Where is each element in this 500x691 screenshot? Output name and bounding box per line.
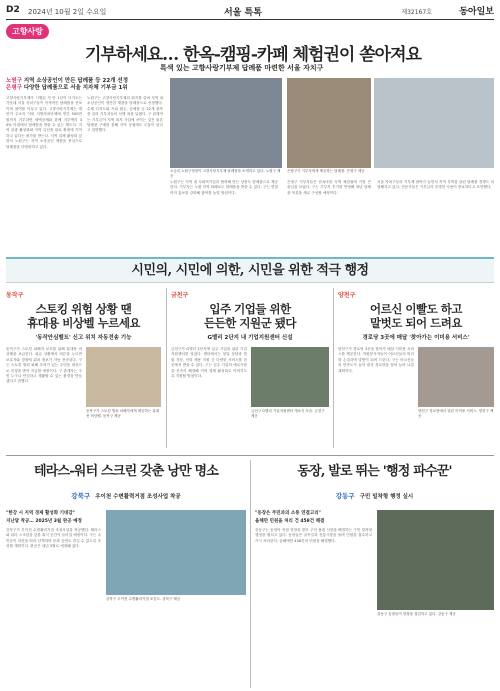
article-subtitle: 경로당 3곳에 매달 '찾아가는 이미용 서비스' (362, 335, 470, 341)
blurb-text: 지역 소상공인이 만든 답례품 등 22개 선정 (21, 78, 129, 84)
page-header (6, 4, 494, 20)
blurb-region: 은평구 (6, 85, 22, 92)
photo-business-center (251, 347, 329, 407)
article-title: 동장, 발로 뛰는 '행정 파수꾼' (297, 464, 452, 479)
photo-caption: 동작구가 스토킹 범죄 피해자에게 제공하는 휴대용 비상벨. 동작구 제공 (86, 409, 160, 418)
pull-quote: 지난달 착공… 2025년 3월 완공 예정 (6, 519, 82, 524)
district-label: 동작구 (6, 292, 24, 299)
photo-safety-bell (86, 347, 161, 407)
main-subhead: 특색 있는 고향사랑기부제 답례품 마련한 서울 자치구 (160, 64, 324, 72)
article-body: 강동구는 동장이 직접 현장을 찾아 주민 불편 사항을 해결하는 구민 밀착형 행정을 펼치고 있다. 동장들은 골목길과 전통시장을 돌며 민원을 접수하고 즉시 처리한다. 올해에만 458건의 민원을 해결했다. (255, 528, 372, 543)
article-title: 입주 기업들 위한 (209, 302, 291, 316)
article-subtitle: '동작안심벨트' 신고 위치 자동전송 기능 (35, 335, 132, 341)
article-subtitle: 구민 밀착형 행정 실시 (359, 494, 414, 500)
photo-caption: 강동구 동장들이 현장을 점검하고 있다. 강동구 제공 (377, 612, 456, 616)
article-body: 양천구가 경로당 3곳을 찾아가 매달 이미용 서비스를 제공한다. 자원봉사자들이 어르신들의 머리를 손질하며 말벗이 되어 드린다. 구는 어르신들의 만족도가 높아 대상 경로당을 점차 늘려 나갈 계획이다. (338, 347, 414, 373)
article-gangdong (255, 460, 494, 688)
article-gangbuk (6, 460, 246, 688)
article-body: 동작구가 스토킹 피해자 보호를 위해 휴대용 비상벨을 보급한다. 위급 상황에서 버튼을 누르면 보호자와 경찰에 위치 정보가 자동 전송된다. 구는 스토킹 범죄 피해 우려가 있는 주민을 대상으로 신청을 받아 지급할 예정이다. 구 관계자는 주민 누구나 안심하고 생활할 수 있는 환경을 만들겠다고 말했다. (6, 347, 82, 384)
district-label: 강북구 (71, 492, 91, 500)
article-subtitle: 우이천 수변활력거점 조성사업 착공 (95, 494, 181, 500)
district-label: 금천구 (171, 292, 189, 299)
page-number: D2 (6, 5, 20, 15)
photo-gift-products (374, 78, 494, 168)
article-column: 노원구는 지역 내 사회적기업과 협력해 만든 상품도 답례품으로 제공한다. 기부자는 노원 지역 화폐로도 답례품을 받을 수 있다. 구는 연말까지 홍보를 강화해 참여를 늘릴 방침이다. (170, 180, 278, 195)
issue-date: 2024년 10월 2일 수요일 (28, 8, 107, 16)
photo-caption: 강북구 우이천 수변활력거점 조감도. 강북구 제공 (106, 597, 181, 601)
article-title: 말벗도 되어 드려요 (370, 316, 462, 330)
article-subtitle: G밸리 2단지 내 기업지원센터 신설 (207, 335, 293, 341)
article-column: 은평구 기부자들은 한옥마을 숙박 체험권에 가장 큰 관심을 보였다. 구는 기부자 후기를 반영해 내년 답례품 목록을 새로 구성할 예정이다. (287, 180, 371, 195)
column-divider (250, 460, 251, 688)
pull-quote: "한강 시 지역 경제 활성화 기대감" (6, 511, 76, 516)
issue-number: 제32167호 (401, 9, 432, 16)
article-title: 스토킹 위험 상황 땐 (35, 302, 132, 316)
article-title: 어르신 이빨도 하고 (370, 302, 462, 316)
article-column: 노원구는 고향사랑기부제의 취지를 살려 지역 내 소상공인이 생산한 제품을 답례품으로 선정했다. 수제 디저트와 커피 원두, 공예품 등 22개 품목을 골라 기부자들의 선택 폭을 넓혔다. 구 관계자는 기부금이 지역 복지 사업에 쓰이는 것은 물론 답례품 구매를 통해 지역 상권에도 도움이 된다고 설명했다. (87, 96, 163, 133)
district-label: 양천구 (338, 292, 356, 299)
pull-quote: "동장은 주민과의 소통 연결고리" (255, 511, 321, 516)
pull-quote: 올해만 민원을 처리 건 458건 해결 (255, 519, 325, 524)
photo-riverside-rendering (106, 510, 246, 595)
photo-haircut-service (418, 347, 494, 407)
main-headline: 기부하세요… 한옥-캠핑-카페 체험권이 쏟아져요 (85, 45, 421, 65)
blurb-region: 노원구 (6, 78, 22, 84)
newspaper-logo: 동아일보 (459, 7, 494, 17)
column-divider (333, 288, 334, 448)
district-label: 강동구 (335, 492, 355, 500)
article-dongjak (6, 290, 161, 455)
section-tag: 고향사랑 (6, 24, 49, 39)
section-title: 서울 특톡 (224, 8, 262, 18)
article-title: 든든한 지원군 됐다 (204, 316, 296, 330)
column-divider (166, 288, 167, 448)
photo-dong-chiefs (377, 510, 494, 610)
article-column: 서울 자치구들의 기부제 참여가 늘면서 지역 특색을 살린 답례품 경쟁도 치열해지고 있다. 전문가들은 기부금의 투명한 사용이 중요하다고 조언했다. (377, 180, 494, 190)
article-body: 강북구가 우이천 수변활력거점 조성사업을 착공했다. 테라스와 워터 스크린을 갖춘 휴식 공간이 들어설 예정이다. 구는 주민들이 하천을 따라 산책하며 문화 공연도 즐길 수 있도록 조성할 계획이다. 완공은 내년 3월로 예정돼 있다. (6, 528, 101, 549)
article-body: 금천구가 G밸리 2단지에 입주 기업을 위한 기업지원센터를 열었다. 센터에서는 창업 상담과 법률 자문, 인력 채용 지원 등 다양한 서비스를 한곳에서 받을 수 있다. 구는 입주 기업의 애로사항을 신속히 해결해 지역 경제 활성화로 이어지도록 지원할 방침이다. (171, 347, 247, 379)
photo-caption: 양천구 경로당에서 열린 이미용 서비스. 양천구 제공 (418, 409, 494, 418)
section-divider (6, 455, 494, 456)
photo-caption: 은평구가 기부자에게 제공하는 답례품. 은평구 제공 (287, 169, 365, 173)
photo-district-head (170, 78, 282, 168)
lead-blurbs (6, 78, 166, 92)
blurb-text: 다양한 답례품으로 서울 지자체 기부금 1위 (21, 85, 128, 92)
photo-caption: 오승록 노원구청장이 고향사랑기부제 답례품을 소개하고 있다. 노원구 제공 (170, 169, 281, 178)
article-title: 휴대용 비상벨 누르세요 (26, 316, 141, 330)
article-geumcheon (171, 290, 329, 455)
feature-banner: 시민의, 시민에 의한, 시민을 위한 적극 행정 (6, 257, 494, 283)
photo-hanok (287, 78, 371, 168)
photo-caption: 금천구 G밸리 기업지원센터 개소식 모습. 금천구 제공 (251, 409, 325, 418)
article-yangcheon (338, 290, 494, 455)
article-title: 테라스-워터 스크린 갖춘 낭만 명소 (33, 464, 219, 479)
article-column: 고향사랑기부제가 시행된 지 만 1년이 다가오는 가운데 서울 자치구들이 이색적인 답례품을 선보이며 참여를 이끌고 있다. 고향사랑기부제는 개인이 주소지 이외 지방자치단체에 연간 500만 원까지 기부하면 세액공제와 함께 기부액의 30% 이내에서 답례품을 받을 수 있는 제도다. 지역 관광 활성화와 지역 특산품 판로 확대에 기여하고 있다는 평가를 받는다. 지역 업체 활성화 앞장서 노원구는 지역 소상공인 제품을 중심으로 답례품을 다양화하고 있다. (6, 96, 82, 149)
